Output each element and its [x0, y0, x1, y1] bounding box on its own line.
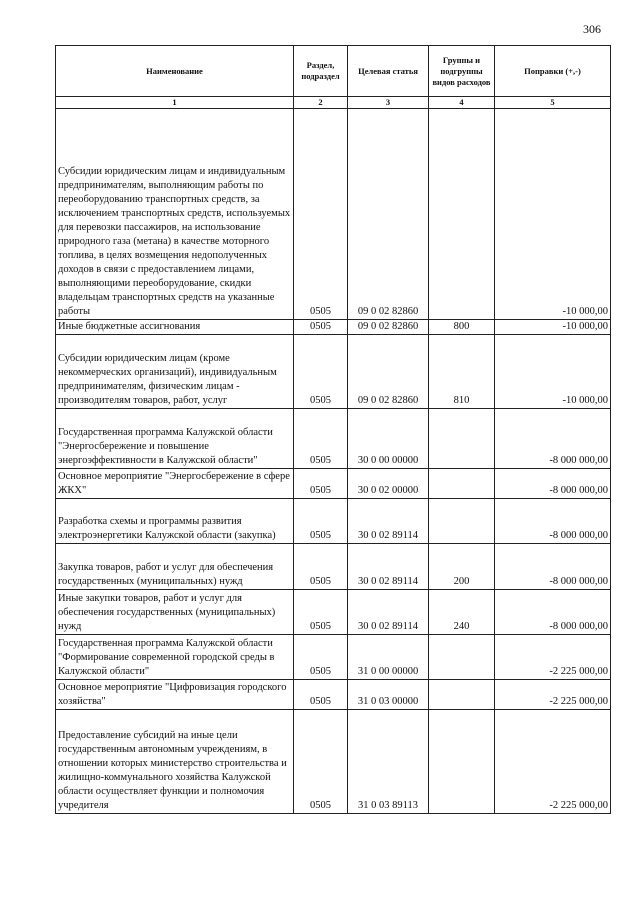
row-group — [429, 635, 495, 680]
row-section: 0505 — [294, 109, 348, 320]
row-group: 200 — [429, 544, 495, 590]
table-row — [56, 499, 611, 544]
table-row — [56, 409, 611, 469]
row-amount: -2 225 000,00 — [495, 635, 611, 680]
row-group — [429, 710, 495, 814]
row-article: 09 0 02 82860 — [348, 109, 429, 320]
table-row — [56, 710, 611, 814]
table-row — [56, 590, 611, 635]
column-number: 4 — [429, 97, 495, 109]
row-name: Иные бюджетные ассигнования — [56, 320, 294, 335]
row-name: Основное мероприятие "Цифровизация городского хозяйства" — [56, 680, 294, 710]
row-amount: -8 000 000,00 — [495, 499, 611, 544]
column-number: 5 — [495, 97, 611, 109]
row-article: 30 0 02 89114 — [348, 544, 429, 590]
row-section: 0505 — [294, 335, 348, 409]
row-group — [429, 469, 495, 499]
row-article: 09 0 02 82860 — [348, 320, 429, 335]
table-row — [56, 544, 611, 590]
header-groups: Группы и подгруппы видов расходов — [429, 46, 495, 97]
column-number: 1 — [56, 97, 294, 109]
row-name: Субсидии юридическим лицам (кроме некоммерческих организаций), индивидуальным предпринимателям, физическим лицам - производителям товаров, работ, услуг — [56, 335, 294, 409]
row-section: 0505 — [294, 544, 348, 590]
row-name: Государственная программа Калужской области "Формирование современной городской среды в Калужской области" — [56, 635, 294, 680]
row-article: 31 0 03 00000 — [348, 680, 429, 710]
row-name: Разработка схемы и программы развития электроэнергетики Калужской области (закупка) — [56, 499, 294, 544]
row-section: 0505 — [294, 499, 348, 544]
row-section: 0505 — [294, 409, 348, 469]
header-amendments: Поправки (+,-) — [495, 46, 611, 97]
row-section: 0505 — [294, 635, 348, 680]
row-group — [429, 109, 495, 320]
row-amount: -2 225 000,00 — [495, 680, 611, 710]
table-row — [56, 469, 611, 499]
row-group — [429, 680, 495, 710]
table-row — [56, 680, 611, 710]
row-article: 30 0 02 00000 — [348, 469, 429, 499]
row-group: 800 — [429, 320, 495, 335]
row-group — [429, 499, 495, 544]
row-article: 30 0 00 00000 — [348, 409, 429, 469]
header-article: Целевая статья — [348, 46, 429, 97]
column-number: 3 — [348, 97, 429, 109]
row-amount: -10 000,00 — [495, 109, 611, 320]
row-name: Субсидии юридическим лицам и индивидуальным предпринимателям, выполняющим работы по переоборудованию транспортных средств, за исключением транспортных средств, используемых для перевозки пассажиров, на использование природного газа (метана) в качестве моторного топлива, в целях возмещения недополученных доходов в связи с предоставлением лицами, выполняющими переоборудование, скидки владельцам транспортных средств на указанные работы — [56, 109, 294, 320]
row-amount: -8 000 000,00 — [495, 590, 611, 635]
column-number: 2 — [294, 97, 348, 109]
column-number-row — [56, 97, 611, 109]
row-article: 30 0 02 89114 — [348, 590, 429, 635]
row-section: 0505 — [294, 590, 348, 635]
row-article: 31 0 00 00000 — [348, 635, 429, 680]
row-name: Иные закупки товаров, работ и услуг для обеспечения государственных (муниципальных) нужд — [56, 590, 294, 635]
row-amount: -2 225 000,00 — [495, 710, 611, 814]
row-amount: -8 000 000,00 — [495, 544, 611, 590]
row-amount: -10 000,00 — [495, 320, 611, 335]
row-article: 31 0 03 89113 — [348, 710, 429, 814]
row-section: 0505 — [294, 680, 348, 710]
header-row — [56, 46, 611, 97]
row-group: 240 — [429, 590, 495, 635]
row-section: 0505 — [294, 320, 348, 335]
row-name: Государственная программа Калужской области "Энергосбережение и повышение энергоэффективности в Калужской области" — [56, 409, 294, 469]
row-section: 0505 — [294, 469, 348, 499]
table-row — [56, 335, 611, 409]
row-section: 0505 — [294, 710, 348, 814]
table-row — [56, 109, 611, 320]
table-row — [56, 635, 611, 680]
budget-table — [55, 45, 611, 814]
table-row — [56, 320, 611, 335]
row-amount: -8 000 000,00 — [495, 409, 611, 469]
row-name: Закупка товаров, работ и услуг для обеспечения государственных (муниципальных) нужд — [56, 544, 294, 590]
header-name: Наименование — [56, 46, 294, 97]
page-number: 306 — [583, 22, 601, 36]
row-name: Предоставление субсидий на иные цели государственным автономным учреждениям, в отношении которых министерство строительства и жилищно-коммунального хозяйства Калужской области осуществляет функции и полномочия учредителя — [56, 710, 294, 814]
header-section: Раздел, подраздел — [294, 46, 348, 97]
row-article: 30 0 02 89114 — [348, 499, 429, 544]
row-amount: -8 000 000,00 — [495, 469, 611, 499]
row-group — [429, 409, 495, 469]
row-article: 09 0 02 82860 — [348, 335, 429, 409]
row-amount: -10 000,00 — [495, 335, 611, 409]
row-group: 810 — [429, 335, 495, 409]
row-name: Основное мероприятие "Энергосбережение в сфере ЖКХ" — [56, 469, 294, 499]
